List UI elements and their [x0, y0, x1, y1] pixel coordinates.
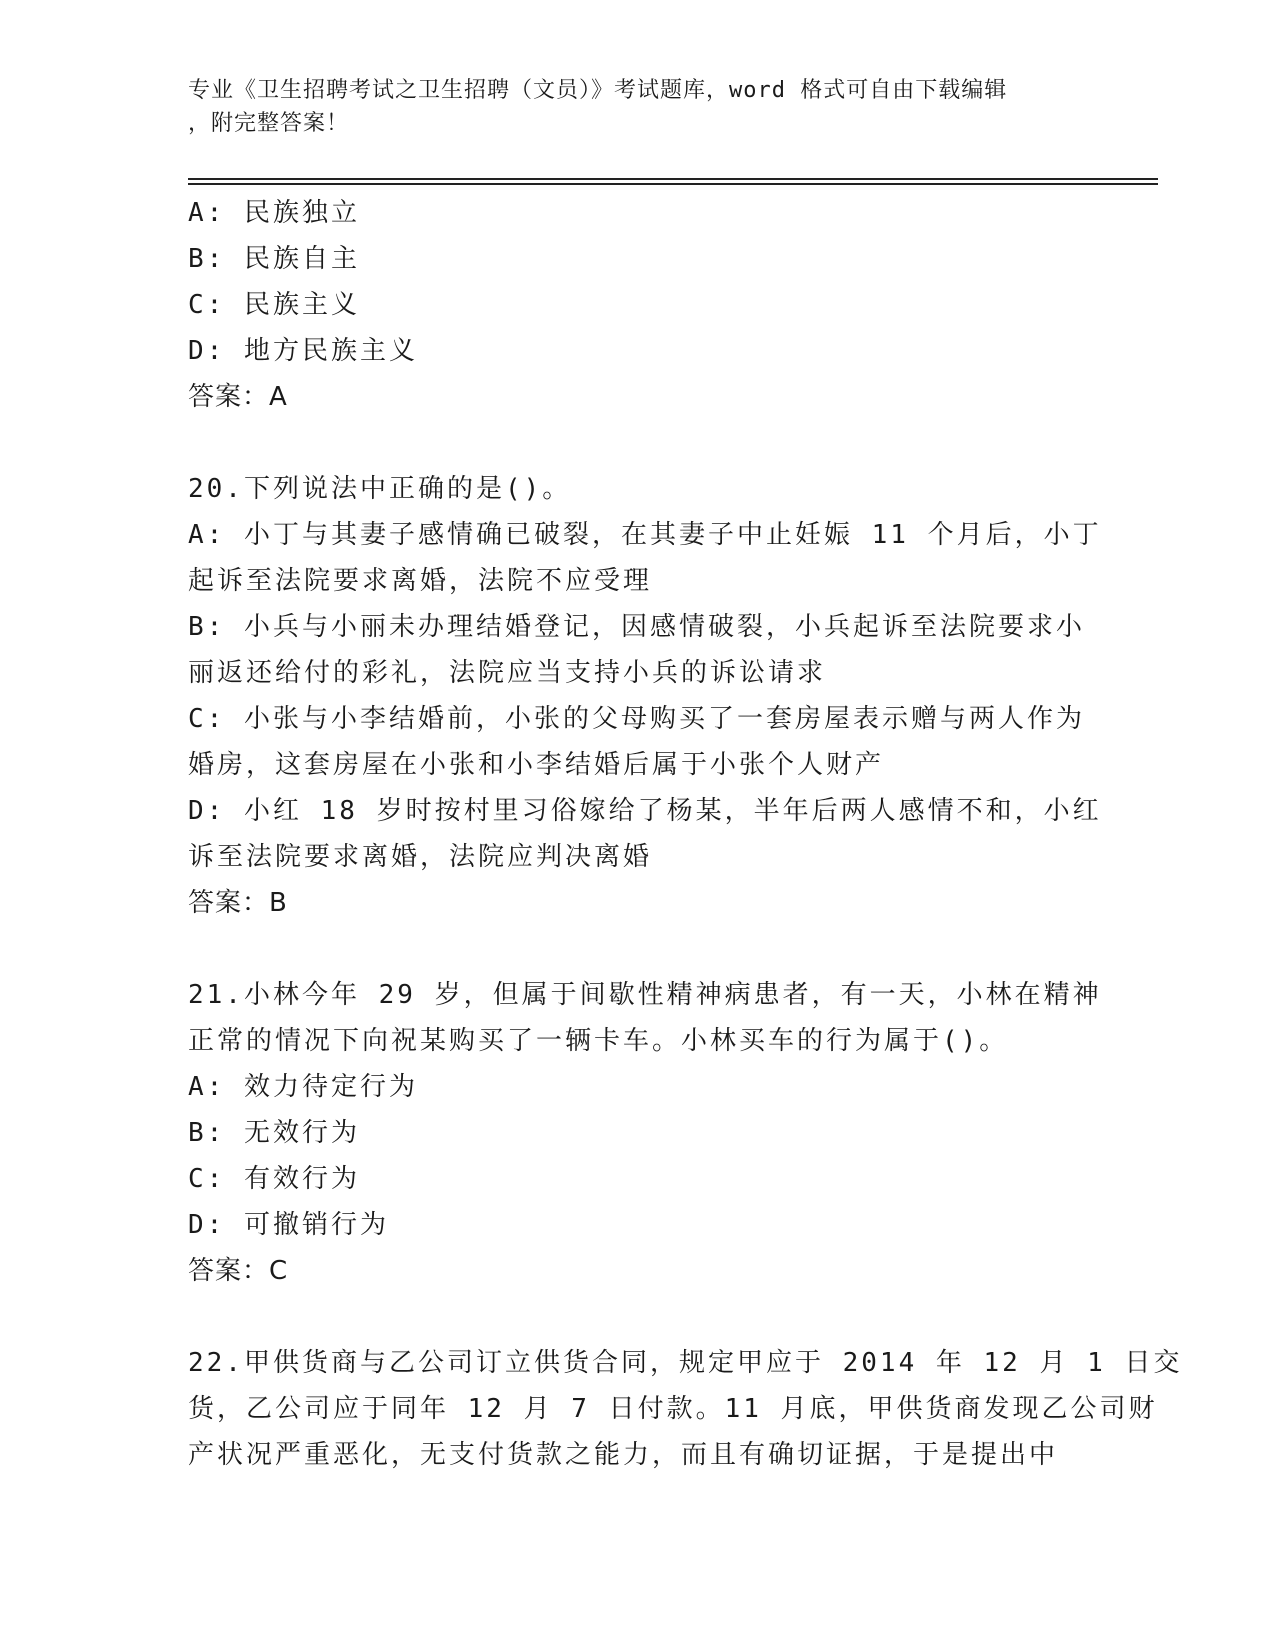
q21-answer: 答案：C — [188, 1256, 289, 1286]
q21-stem-line-2: 正常的情况下向祝某购买了一辆卡车。小林买车的行为属于()。 — [188, 1026, 1009, 1056]
q21-option-d: D: 可撤销行为 — [188, 1210, 389, 1240]
document-body — [188, 190, 1183, 1478]
spacer — [188, 1294, 1088, 1340]
q19-option-b: B: 民族自主 — [188, 244, 360, 274]
header-rule-bottom — [188, 183, 1158, 185]
q20-option-d: D: 小红 18 岁时按村里习俗嫁给了杨某，半年后两人感情不和，小红 — [188, 796, 1102, 826]
question-20 — [188, 466, 1102, 926]
q20-option-a: A: 小丁与其妻子感情确已破裂，在其妻子中止妊娠 11 个月后，小丁 — [188, 520, 1102, 550]
q21-option-a: A: 效力待定行为 — [188, 1072, 418, 1102]
document-header — [188, 74, 1088, 140]
header-line-1: 专业《卫生招聘考试之卫生招聘（文员）》考试题库，word 格式可自由下载编辑 — [188, 78, 1008, 103]
q20-option-b-cont: 丽返还给付的彩礼，法院应当支持小兵的诉讼请求 — [188, 658, 827, 688]
q19-answer: 答案：A — [188, 382, 288, 412]
q20-stem: 20.下列说法中正确的是()。 — [188, 474, 572, 504]
question-19 — [188, 190, 1088, 420]
spacer — [188, 420, 1088, 466]
q20-option-b: B: 小兵与小丽未办理结婚登记，因感情破裂，小兵起诉至法院要求小 — [188, 612, 1085, 642]
q22-stem-line-1: 22.甲供货商与乙公司订立供货合同，规定甲应于 2014 年 12 月 1 日交 — [188, 1348, 1183, 1378]
q20-answer: 答案：B — [188, 888, 288, 918]
q20-option-c-cont: 婚房，这套房屋在小张和小李结婚后属于小张个人财产 — [188, 750, 885, 780]
q19-option-a: A: 民族独立 — [188, 198, 360, 228]
q19-option-c: C: 民族主义 — [188, 290, 360, 320]
question-22 — [188, 1340, 1183, 1478]
q19-option-d: D: 地方民族主义 — [188, 336, 418, 366]
header-line-2: ，附完整答案！ — [188, 111, 350, 136]
question-21 — [188, 972, 1102, 1294]
q21-option-b: B: 无效行为 — [188, 1118, 360, 1148]
q20-option-a-cont: 起诉至法院要求离婚，法院不应受理 — [188, 566, 653, 596]
q20-option-c: C: 小张与小李结婚前，小张的父母购买了一套房屋表示赠与两人作为 — [188, 704, 1085, 734]
spacer — [188, 926, 1088, 972]
q21-option-c: C: 有效行为 — [188, 1164, 360, 1194]
q20-option-d-cont: 诉至法院要求离婚，法院应判决离婚 — [188, 842, 653, 872]
header-rule-top — [188, 178, 1158, 180]
q21-stem-line-1: 21.小林今年 29 岁，但属于间歇性精神病患者，有一天，小林在精神 — [188, 980, 1102, 1010]
q22-stem-line-3: 产状况严重恶化，无支付货款之能力，而且有确切证据，于是提出中 — [188, 1440, 1059, 1470]
q22-stem-line-2: 货，乙公司应于同年 12 月 7 日付款。11 月底，甲供货商发现乙公司财 — [188, 1394, 1158, 1424]
